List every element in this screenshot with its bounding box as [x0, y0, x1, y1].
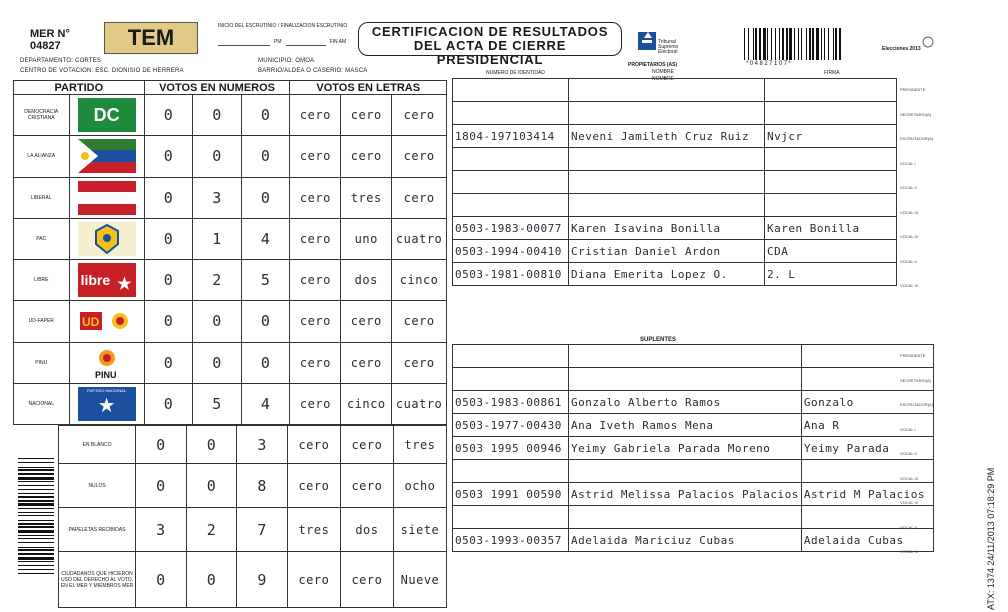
- member-name: [569, 506, 802, 529]
- member-name: [569, 79, 765, 102]
- barcode-icon: [744, 28, 844, 60]
- header-partido: PARTIDO: [14, 81, 145, 95]
- member-role: ESCRUTADOR(A): [900, 402, 934, 407]
- vote-word: cero: [290, 177, 341, 218]
- member-role: VOCAL I: [900, 426, 916, 432]
- tally-digit: 3: [136, 508, 187, 552]
- member-signature: [765, 79, 897, 102]
- mer-number: [30, 28, 70, 52]
- vote-word: dos: [341, 260, 392, 301]
- vote-word: cero: [290, 342, 341, 383]
- party-name: LA ALIANZA: [14, 136, 70, 177]
- tally-digit: 0: [186, 552, 237, 608]
- col-id-header: NUMERO DE IDENTIDAD: [486, 70, 545, 76]
- member-role: ESCRUTADOR(A): [900, 136, 934, 141]
- tally-digit: 9: [237, 552, 288, 608]
- member-row: [453, 102, 897, 125]
- member-row: [453, 217, 897, 240]
- party-name: LIBERAL: [14, 177, 70, 218]
- tally-row: [59, 508, 447, 552]
- member-name: [569, 194, 765, 217]
- member-name: [569, 148, 765, 171]
- member-name: [569, 368, 802, 391]
- propietarios-label: PROPIETARIOS (AS): [628, 62, 678, 68]
- member-id: 0503-1993-00357: [453, 529, 569, 552]
- member-id: 0503 1995 00946: [453, 437, 569, 460]
- vote-word: cero: [290, 218, 341, 259]
- vote-digit: 3: [193, 177, 242, 218]
- member-role: SECRETARIO(A): [900, 377, 932, 383]
- member-id: [453, 194, 569, 217]
- fin-am-label: FIN AM: [329, 39, 347, 45]
- vote-digit: 4: [241, 218, 290, 259]
- barrio: BARRIO/ALDEA O CASERIO: MASCA: [258, 68, 368, 74]
- dc-logo-icon: [78, 98, 136, 132]
- vote-digit: 0: [193, 342, 242, 383]
- party-logo: [69, 95, 144, 136]
- member-signature: 2. L: [765, 263, 897, 286]
- mer-label: MER N°: [30, 28, 70, 40]
- member-name: Gonzalo Alberto Ramos: [569, 391, 802, 414]
- pm-label: PM: [274, 39, 282, 45]
- svg-text:PINU: PINU: [94, 369, 117, 380]
- vote-word: cero: [392, 342, 447, 383]
- party-logo: [69, 136, 144, 177]
- member-role: VOCAL VI: [900, 283, 919, 288]
- member-role: VOCAL V: [900, 258, 918, 264]
- member-id: 0503 1991 00590: [453, 483, 569, 506]
- timestamp-stamp: ATX: 1374 24/11/2013 07:18:29 PM: [986, 467, 996, 610]
- vote-word: cero: [290, 383, 341, 424]
- tally-label: PAPELETAS RECIBIDAS: [59, 508, 136, 552]
- tally-word: cero: [340, 552, 393, 608]
- party-name: DEMOCRACIA CRISTIANA: [14, 95, 70, 136]
- tally-word: Nueve: [393, 552, 446, 608]
- member-signature: Yeimy Parada: [801, 437, 933, 460]
- party-logo: [69, 301, 144, 342]
- party-name: PINU: [14, 342, 70, 383]
- member-id: 0503-1983-00077: [453, 217, 569, 240]
- member-signature: Adelaida Cubas: [801, 529, 933, 552]
- member-role: VOCAL III: [900, 475, 918, 481]
- tse-label: Tribunal Supremo Electoral: [658, 39, 679, 55]
- tem-badge: TEM: [104, 22, 198, 54]
- vote-word: cero: [341, 342, 392, 383]
- tally-word: cero: [340, 464, 393, 508]
- member-row: [453, 437, 934, 460]
- alianza-logo-icon: [78, 139, 136, 173]
- barcode-top: [744, 28, 844, 60]
- tally-digit: 0: [186, 426, 237, 464]
- tally-row: [59, 426, 447, 464]
- vote-digit: 0: [144, 95, 193, 136]
- party-logo: [69, 218, 144, 259]
- vote-word: cero: [341, 95, 392, 136]
- party-logo: [69, 342, 144, 383]
- member-name: Adelaida Mariciuz Cubas: [569, 529, 802, 552]
- party-logo: [69, 383, 144, 424]
- vote-digit: 2: [193, 260, 242, 301]
- member-role: VOCAL I: [900, 160, 916, 166]
- logo-text: libre: [80, 272, 111, 289]
- tally-label: CIUDADANOS QUE HICIERON USO DEL DERECHO AL VOTO, EN EL MER Y MIEMBROS MER: [59, 552, 136, 608]
- member-name: Diana Emerita Lopez O.: [569, 263, 765, 286]
- member-row: [453, 148, 897, 171]
- vote-digit: 4: [241, 383, 290, 424]
- tally-digit: 0: [136, 464, 187, 508]
- member-row: [453, 391, 934, 414]
- member-row: [453, 125, 897, 148]
- member-signature: CDA: [765, 240, 897, 263]
- vote-digit: 0: [193, 136, 242, 177]
- vote-digit: 0: [144, 218, 193, 259]
- vote-word: cuatro: [392, 383, 447, 424]
- barcode-left-icon: [18, 458, 54, 578]
- member-signature: Nvjcr: [765, 125, 897, 148]
- vote-digit: 0: [193, 301, 242, 342]
- vote-word: cero: [290, 301, 341, 342]
- vote-digit: 0: [144, 136, 193, 177]
- title-line1: CERTIFICACION DE RESULTADOS: [371, 24, 609, 39]
- member-id: 0503-1981-00810: [453, 263, 569, 286]
- member-id: 0503-1983-00861: [453, 391, 569, 414]
- vote-digit: 0: [144, 177, 193, 218]
- member-role: PRESIDENTE: [900, 87, 926, 92]
- liberal-flag-icon: [78, 181, 136, 215]
- member-row: [453, 263, 897, 286]
- vote-word: cero: [290, 95, 341, 136]
- tally-digit: 0: [136, 426, 187, 464]
- member-row: [453, 414, 934, 437]
- tse-logo: [636, 28, 692, 58]
- party-row: [14, 95, 447, 136]
- member-name: Astrid Melissa Palacios Palacios: [569, 483, 802, 506]
- party-row: [14, 301, 447, 342]
- member-name: Ana Iveth Ramos Mena: [569, 414, 802, 437]
- member-role: SECRETARIO(A): [900, 111, 932, 117]
- party-name: LIBRE: [14, 260, 70, 301]
- escrutinio-times: [218, 22, 358, 46]
- member-role: VOCAL IV: [900, 500, 919, 505]
- tally-label: EN BLANCO: [59, 426, 136, 464]
- party-logo: [69, 177, 144, 218]
- member-id: 0503-1994-00410: [453, 240, 569, 263]
- member-signature: Karen Bonilla: [765, 217, 897, 240]
- vote-digit: 0: [144, 342, 193, 383]
- libre-star-icon: libre ★: [78, 263, 136, 297]
- ud-faper-logo-icon: [78, 304, 136, 338]
- member-signature: [765, 102, 897, 125]
- elecciones-label: Elecciones 2013: [882, 46, 921, 52]
- member-row: [453, 529, 934, 552]
- party-row: [14, 383, 447, 424]
- tally-word: tres: [393, 426, 446, 464]
- member-id: [453, 345, 569, 368]
- vote-word: cero: [392, 301, 447, 342]
- member-name: [569, 460, 802, 483]
- party-logo: [69, 260, 144, 301]
- member-signature: [765, 171, 897, 194]
- vote-word: cuatro: [392, 218, 447, 259]
- barcode-text: *04827107*: [746, 61, 793, 67]
- party-row: [14, 342, 447, 383]
- suplentes-title: SUPLENTES: [640, 337, 677, 343]
- logo-text: DC: [93, 105, 120, 126]
- tally-digit: 0: [136, 552, 187, 608]
- tally-word: dos: [340, 508, 393, 552]
- member-id: [453, 368, 569, 391]
- member-id: 1804-197103414: [453, 125, 569, 148]
- member-role: VOCAL IV: [900, 234, 919, 239]
- member-role: VOCAL VI: [900, 549, 919, 554]
- logo-text: PARTIDO NACIONAL: [87, 387, 127, 393]
- vote-digit: 0: [241, 136, 290, 177]
- member-role: VOCAL V: [900, 524, 918, 530]
- member-signature: Gonzalo: [801, 391, 933, 414]
- vote-word: cinco: [392, 260, 447, 301]
- vote-digit: 0: [144, 301, 193, 342]
- member-id: [453, 506, 569, 529]
- member-name: Karen Isavina Bonilla: [569, 217, 765, 240]
- vote-word: cero: [290, 260, 341, 301]
- party-table-header: [14, 81, 447, 95]
- member-row: [453, 483, 934, 506]
- tally-digit: 0: [186, 464, 237, 508]
- col-name-header: NOMBRE: [652, 76, 674, 82]
- vote-word: uno: [341, 218, 392, 259]
- member-row: [453, 79, 897, 102]
- member-id: [453, 79, 569, 102]
- header-votos-letras: VOTOS EN LETRAS: [290, 81, 447, 95]
- tally-word: ocho: [393, 464, 446, 508]
- tally-word: siete: [393, 508, 446, 552]
- tally-digit: 2: [186, 508, 237, 552]
- member-role: VOCAL II: [900, 185, 917, 190]
- vote-digit: 0: [241, 95, 290, 136]
- header-votos-numeros: VOTOS EN NUMEROS: [144, 81, 290, 95]
- member-signature: Ana R: [801, 414, 933, 437]
- vote-word: cero: [341, 136, 392, 177]
- nacional-star-icon: PARTIDO NACIONAL ★: [78, 387, 136, 421]
- member-role: VOCAL II: [900, 451, 917, 456]
- title-line2: DEL ACTA DE CIERRE PRESIDENCIAL: [413, 38, 567, 67]
- vote-word: tres: [341, 177, 392, 218]
- centro-votacion: CENTRO DE VOTACION: ESC. DIONISIO DE HERRERA: [20, 68, 184, 74]
- member-name: Cristian Daniel Ardon: [569, 240, 765, 263]
- tally-word: tres: [287, 508, 340, 552]
- member-id: [453, 460, 569, 483]
- vote-word: cero: [392, 177, 447, 218]
- member-name: [569, 345, 802, 368]
- tally-word: cero: [287, 464, 340, 508]
- party-name: UD-FAPER: [14, 301, 70, 342]
- tally-row: [59, 464, 447, 508]
- member-signature: Astrid M Palacios: [801, 483, 933, 506]
- departamento: DEPARTAMENTO: CORTES: [20, 58, 102, 64]
- member-row: [453, 506, 934, 529]
- member-row: [453, 171, 897, 194]
- member-row: [453, 240, 897, 263]
- tally-digit: 3: [237, 426, 288, 464]
- member-id: [453, 171, 569, 194]
- elecciones-logo: [880, 34, 936, 60]
- member-row: [453, 194, 897, 217]
- member-row: [453, 460, 934, 483]
- start-field: [218, 45, 270, 46]
- party-votes-table: [13, 80, 447, 425]
- vote-word: cero: [392, 95, 447, 136]
- tally-label: NULOS: [59, 464, 136, 508]
- vote-digit: 0: [144, 260, 193, 301]
- municipio: MUNICIPIO: OMOA: [258, 58, 315, 64]
- vote-digit: 1: [193, 218, 242, 259]
- member-id: [453, 102, 569, 125]
- tally-word: cero: [287, 426, 340, 464]
- pac-shield-icon: [78, 222, 136, 256]
- vote-digit: 5: [193, 383, 242, 424]
- member-name: Neveni Jamileth Cruz Ruiz: [569, 125, 765, 148]
- certification-title: [358, 22, 622, 67]
- party-row: [14, 136, 447, 177]
- party-name: NACIONAL: [14, 383, 70, 424]
- vote-digit: 0: [193, 95, 242, 136]
- tally-row: [59, 552, 447, 608]
- mer-number-value: 04827: [30, 40, 61, 52]
- escrutinio-fields: [218, 38, 358, 46]
- vote-word: cinco: [341, 383, 392, 424]
- escrutinio-label: INICIO DEL ESCRUTINIO / FINALIZACION ESCRUTINIO: [218, 23, 348, 29]
- member-name: [569, 102, 765, 125]
- member-signature: [765, 194, 897, 217]
- suplentes-table: [452, 344, 934, 552]
- member-name: [569, 171, 765, 194]
- nombre-label-top: NOMBRE: [652, 69, 674, 75]
- party-row: [14, 260, 447, 301]
- member-role: VOCAL III: [900, 209, 918, 215]
- member-role: PRESIDENTE: [900, 353, 926, 358]
- tally-digit: 7: [237, 508, 288, 552]
- vote-digit: 0: [241, 342, 290, 383]
- member-name: Yeimy Gabriela Parada Moreno: [569, 437, 802, 460]
- vote-digit: 0: [241, 301, 290, 342]
- propietarios-table: [452, 78, 897, 286]
- member-id: 0503-1977-00430: [453, 414, 569, 437]
- tally-table: [58, 425, 447, 608]
- vote-digit: 0: [241, 177, 290, 218]
- svg-text:UD: UD: [81, 315, 99, 330]
- member-row: [453, 345, 934, 368]
- vote-word: cero: [341, 301, 392, 342]
- member-signature: [765, 148, 897, 171]
- end-field: [286, 45, 326, 46]
- party-name: PAC: [14, 218, 70, 259]
- tally-word: cero: [340, 426, 393, 464]
- vote-word: cero: [290, 136, 341, 177]
- vote-digit: 5: [241, 260, 290, 301]
- tally-word: cero: [287, 552, 340, 608]
- vote-digit: 0: [144, 383, 193, 424]
- col-sign-header: FIRMA: [824, 70, 840, 76]
- tally-digit: 8: [237, 464, 288, 508]
- party-row: [14, 177, 447, 218]
- party-row: [14, 218, 447, 259]
- barcode-left: [18, 458, 54, 578]
- member-row: [453, 368, 934, 391]
- vote-word: cero: [392, 136, 447, 177]
- member-id: [453, 148, 569, 171]
- pinu-sun-icon: [78, 346, 136, 380]
